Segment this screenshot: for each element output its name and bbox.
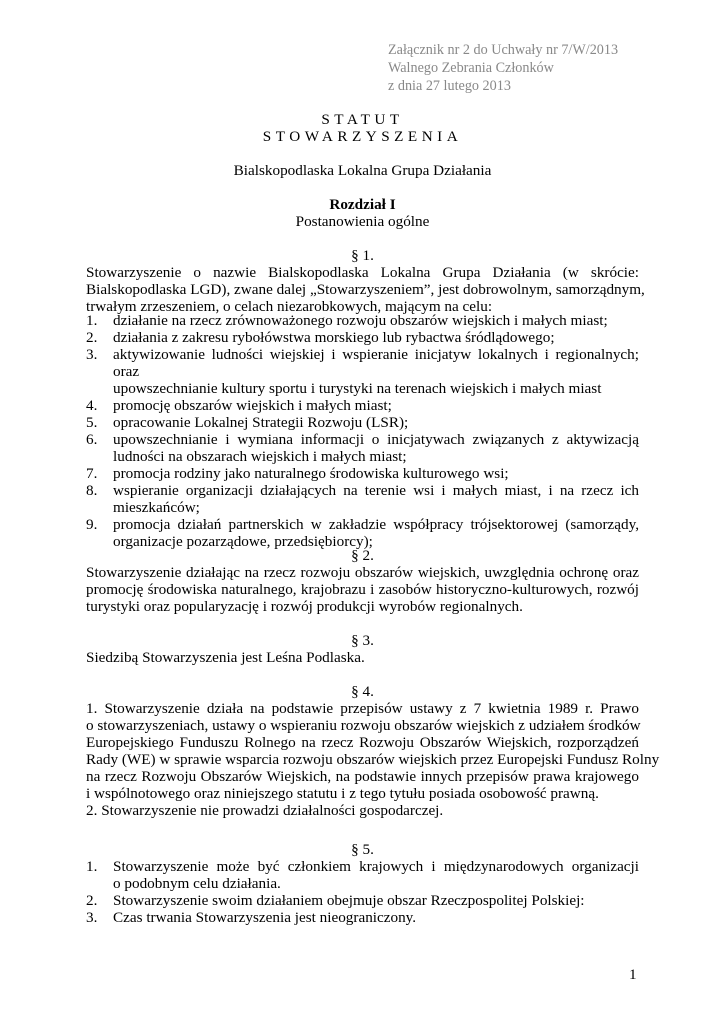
section-1-goals-list [86,312,639,550]
list-item-text-continued: ludności na obszarach wiejskich i małych miast; [113,448,407,465]
section-1-intro-line: Bialskopodlaska LGD), zwane dalej „Stowarzyszeniem”, jest dobrowolnym, samorządnym, [86,281,645,298]
page-number: 1 [629,966,637,983]
organization-name: Bialskopodlaska Lokalna Grupa Działania [233,162,492,179]
section-3-symbol: § 3. [351,632,374,649]
section-4-line: 2. Stowarzyszenie nie prowadzi działalności gospodarczej. [86,802,444,819]
list-item-number: 3. [86,346,98,363]
section-2-line: turystyki oraz popularyzację i rozwój produkcji wyrobów regionalnych. [86,598,523,615]
list-item-text: promocja działań partnerskich w zakładzie współpracy trójsektorowej (samorządy, [113,516,639,533]
list-item-text-continued: organizacje pozarządowe, przedsiębiorcy); [113,533,373,550]
section-4-line: Europejskiego Funduszu Rolnego na rzecz Rozwoju Obszarów Wiejskich, rozporządzeń [86,734,639,751]
attachment-note-line-2: Walnego Zebrania Członków [388,60,554,76]
section-4-line: na rzecz Rozwoju Obszarów Wiejskich, na podstawie innych przepisów prawa krajowego [86,768,639,785]
attachment-note [388,41,618,95]
section-2-line: promocję środowiska naturalnego, krajobrazu i zasobów historyczno-kulturowych, rozwój [86,581,639,598]
list-item-text: działania z zakresu rybołówstwa morskiego lub rybactwa śródlądowego; [113,329,555,346]
section-2-line: Stowarzyszenie działając na rzecz rozwoju obszarów wiejskich, uwzględnia ochronę oraz [86,564,639,581]
list-item [86,431,639,465]
section-4-line: i wspólnotowego oraz niniejszego statutu i z tego tytułu posiada osobowość prawną. [86,785,599,802]
section-2-text [86,564,639,615]
list-item-number: 2. [86,892,98,909]
list-item [86,312,639,329]
section-2-symbol: § 2. [351,547,374,564]
section-4-line: o stowarzyszeniach, ustawy o wspieraniu rozwoju obszarów wiejskich z udziałem środków [86,717,641,734]
list-item [86,892,639,909]
section-5-list [86,858,639,926]
list-item-text: aktywizowanie ludności wiejskiej i wspieranie inicjatyw lokalnych i regionalnych; oraz [113,346,639,380]
list-item-number: 1. [86,312,98,329]
list-item [86,482,639,516]
section-5-symbol: § 5. [351,841,374,858]
list-item-text: upowszechnianie i wymiana informacji o inicjatywach związanych z aktywizacją [113,431,639,448]
chapter-label: Rozdział I [329,196,396,213]
title-stowarzyszenia: STOWARZYSZENIA [262,128,463,145]
list-item [86,465,639,482]
title-statut: STATUT [321,111,404,128]
section-1-intro-line: trwałym zrzeszeniem, o celach niezarobkowych, mającym na celu: [86,298,493,315]
list-item [86,414,639,431]
attachment-note-line-3: z dnia 27 lutego 2013 [388,78,511,94]
list-item-text-continued: upowszechnianie kultury sportu i turystyki na terenach wiejskich i małych miast [113,380,602,397]
section-3-text [86,649,639,666]
section-4-line: Rady (WE) w sprawie wsparcia rozwoju obszarów wiejskich przez Europejski Fundusz Rolny [86,751,660,768]
section-4-text [86,700,660,819]
section-1-intro-line: Stowarzyszenie o nazwie Bialskopodlaska Lokalna Grupa Działania (w skrócie: [86,264,639,281]
list-item [86,346,639,397]
list-item-text: promocja rodziny jako naturalnego środowiska kulturowego wsi; [113,465,509,482]
list-item-number: 2. [86,329,98,346]
list-item-number: 4. [86,397,98,414]
list-item [86,329,639,346]
list-item-number: 9. [86,516,98,533]
list-item-text: Stowarzyszenie swoim działaniem obejmuje obszar Rzeczpospolitej Polskiej: [113,892,585,909]
list-item-text: promocję obszarów wiejskich i małych miast; [113,397,392,414]
list-item [86,397,639,414]
section-4-line: 1. Stowarzyszenie działa na podstawie przepisów ustawy z 7 kwietnia 1989 r. Prawo [86,700,639,717]
list-item [86,516,639,550]
list-item-number: 3. [86,909,98,926]
section-1-intro [86,264,645,315]
section-4-symbol: § 4. [351,683,374,700]
list-item [86,909,639,926]
list-item-text: Czas trwania Stowarzyszenia jest nieograniczony. [113,909,417,926]
list-item-text: działanie na rzecz zrównoważonego rozwoju obszarów wiejskich i małych miast; [113,312,608,329]
list-item-text: opracowanie Lokalnej Strategii Rozwoju (LSR); [113,414,409,431]
list-item-number: 7. [86,465,98,482]
list-item [86,858,639,892]
list-item-number: 5. [86,414,98,431]
list-item-text-continued: mieszkańców; [113,499,200,516]
section-3-line: Siedzibą Stowarzyszenia jest Leśna Podlaska. [86,649,365,666]
list-item-number: 8. [86,482,98,499]
chapter-subtitle: Postanowienia ogólne [295,213,430,230]
list-item-text-continued: o podobnym celu działania. [113,875,281,892]
list-item-text: Stowarzyszenie może być członkiem krajowych i międzynarodowych organizacji [113,858,639,875]
list-item-number: 6. [86,431,98,448]
section-1-symbol: § 1. [351,247,374,264]
list-item-text: wspieranie organizacji działających na terenie wsi i małych miast, i na rzecz ich [113,482,639,499]
attachment-note-line-1: Załącznik nr 2 do Uchwały nr 7/W/2013 [388,42,619,58]
list-item-number: 1. [86,858,98,875]
